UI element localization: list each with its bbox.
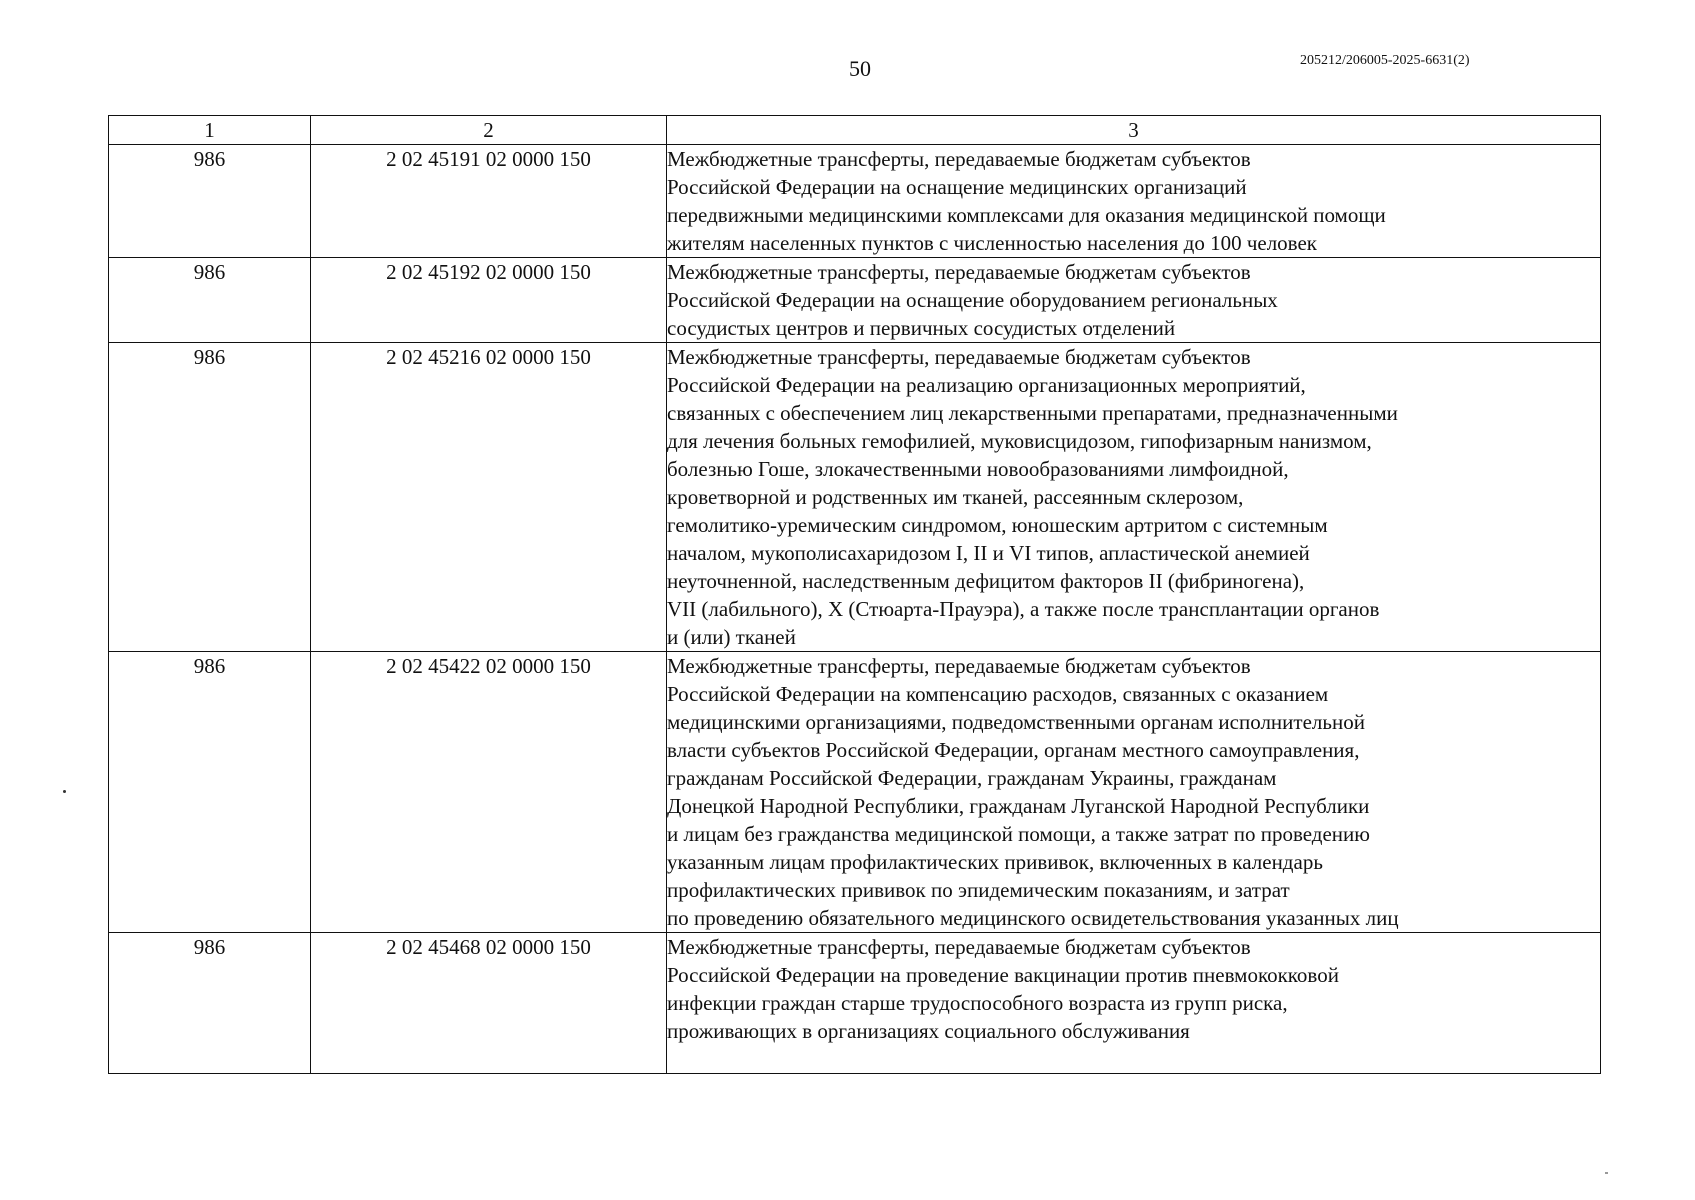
description-line: гемолитико-уремическим синдромом, юношеским артритом с системным — [667, 513, 1328, 537]
description-line: профилактических прививок по эпидемическим показаниям, и затрат — [667, 878, 1290, 902]
description-line: Российской Федерации на оснащение медицинских организаций — [667, 175, 1247, 199]
description-line: для лечения больных гемофилией, муковисцидозом, гипофизарным нанизмом, — [667, 429, 1372, 453]
description-line: Межбюджетные трансферты, передаваемые бюджетам субъектов — [667, 147, 1251, 171]
description-line: и (или) тканей — [667, 625, 796, 649]
budget-code-cell: 2 02 45216 02 0000 150 — [311, 343, 667, 652]
description-line: VII (лабильного), X (Стюарта-Прауэра), а также после трансплантации органов — [667, 597, 1380, 621]
description-line: Межбюджетные трансферты, передаваемые бюджетам субъектов — [667, 260, 1251, 284]
description-cell — [667, 933, 1601, 1074]
description-line: Российской Федерации на проведение вакцинации против пневмококковой — [667, 963, 1339, 987]
description-line: Межбюджетные трансферты, передаваемые бюджетам субъектов — [667, 935, 1251, 959]
description-line: связанных с обеспечением лиц лекарственными препаратами, предназначенными — [667, 401, 1398, 425]
admin-code-cell: 986 — [109, 652, 311, 933]
description-line: неуточненной, наследственным дефицитом факторов II (фибриногена), — [667, 569, 1305, 593]
description-line: передвижными медицинскими комплексами для оказания медицинской помощи — [667, 203, 1386, 227]
description-cell — [667, 343, 1601, 652]
table-row — [109, 652, 1601, 933]
description-line: указанным лицам профилактических прививок, включенных в календарь — [667, 850, 1323, 874]
admin-code-cell: 986 — [109, 258, 311, 343]
description-line: жителям населенных пунктов с численностью населения до 100 человек — [667, 231, 1317, 255]
budget-code-cell: 2 02 45192 02 0000 150 — [311, 258, 667, 343]
budget-codes-table — [108, 115, 1601, 1074]
budget-code-cell: 2 02 45191 02 0000 150 — [311, 145, 667, 258]
admin-code-cell: 986 — [109, 933, 311, 1074]
document-id: 205212/206005-2025-6631(2) — [1300, 53, 1470, 68]
scan-mark — [63, 790, 66, 793]
description-line: медицинскими организациями, подведомственными органам исполнительной — [667, 710, 1365, 734]
description-cell — [667, 145, 1601, 258]
scan-mark — [1605, 1172, 1608, 1174]
description-line: Российской Федерации на реализацию организационных мероприятий, — [667, 373, 1306, 397]
description-line: сосудистых центров и первичных сосудистых отделений — [667, 316, 1176, 340]
table-row — [109, 933, 1601, 1074]
table-row — [109, 343, 1601, 652]
description-line: началом, мукополисахаридозом I, II и VI типов, апластической анемией — [667, 541, 1310, 565]
budget-code-cell: 2 02 45422 02 0000 150 — [311, 652, 667, 933]
page-number: 50 — [849, 56, 871, 81]
column-header-1: 1 — [109, 116, 311, 145]
description-line: по проведению обязательного медицинского освидетельствования указанных лиц — [667, 906, 1399, 930]
description-line: Донецкой Народной Республики, гражданам Луганской Народной Республики — [667, 794, 1370, 818]
admin-code-cell: 986 — [109, 145, 311, 258]
admin-code-cell: 986 — [109, 343, 311, 652]
description-line: болезнью Гоше, злокачественными новообразованиями лимфоидной, — [667, 457, 1289, 481]
table-row — [109, 145, 1601, 258]
description-line: инфекции граждан старше трудоспособного возраста из групп риска, — [667, 991, 1288, 1015]
description-line: кроветворной и родственных им тканей, рассеянным склерозом, — [667, 485, 1244, 509]
column-header-3: 3 — [667, 116, 1601, 145]
description-cell — [667, 652, 1601, 933]
description-line: Российской Федерации на компенсацию расходов, связанных с оказанием — [667, 682, 1329, 706]
description-line: Межбюджетные трансферты, передаваемые бюджетам субъектов — [667, 345, 1251, 369]
description-line: проживающих в организациях социального обслуживания — [667, 1019, 1190, 1043]
description-line: гражданам Российской Федерации, гражданам Украины, гражданам — [667, 766, 1277, 790]
description-cell — [667, 258, 1601, 343]
table-row — [109, 258, 1601, 343]
description-line: Российской Федерации на оснащение оборудованием региональных — [667, 288, 1278, 312]
description-line: и лицам без гражданства медицинской помощи, а также затрат по проведению — [667, 822, 1370, 846]
column-header-2: 2 — [311, 116, 667, 145]
budget-code-cell: 2 02 45468 02 0000 150 — [311, 933, 667, 1074]
description-line: Межбюджетные трансферты, передаваемые бюджетам субъектов — [667, 654, 1251, 678]
description-line: власти субъектов Российской Федерации, органам местного самоуправления, — [667, 738, 1360, 762]
table-header-row — [109, 116, 1601, 145]
